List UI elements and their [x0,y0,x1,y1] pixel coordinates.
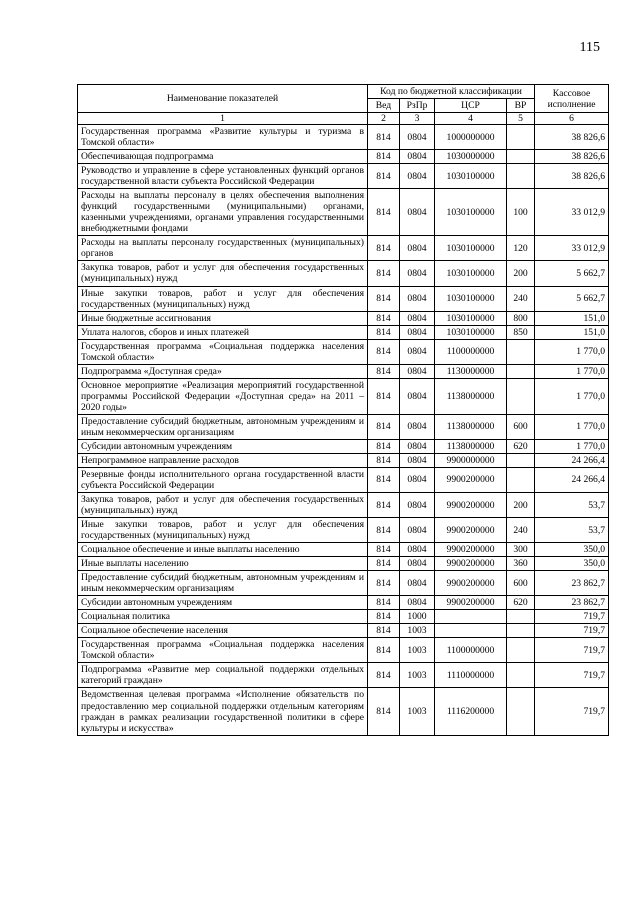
budget-table [77,84,609,736]
row-name: Государственная программа «Социальная поддержка населения Томской области» [78,638,368,663]
row-ved: 814 [368,414,400,439]
row-ved: 814 [368,571,400,596]
row-amount: 5 662,7 [535,261,609,286]
row-vr [507,339,535,364]
row-rzpr: 0804 [400,378,435,414]
row-amount: 53,7 [535,518,609,543]
row-vr: 600 [507,571,535,596]
row-ved: 814 [368,493,400,518]
row-vr: 800 [507,311,535,325]
column-number: 2 [368,113,400,125]
row-rzpr: 0804 [400,189,435,236]
row-ved: 814 [368,467,400,492]
row-csr: 9900000000 [435,453,507,467]
row-amount: 53,7 [535,493,609,518]
row-name: Обеспечивающая подпрограмма [78,150,368,164]
header-csr: ЦСР [435,99,507,113]
row-amount: 1 770,0 [535,364,609,378]
row-ved: 814 [368,325,400,339]
row-name: Социальное обеспечение и иные выплаты населению [78,543,368,557]
row-ved: 814 [368,364,400,378]
row-amount: 24 266,4 [535,467,609,492]
row-vr: 100 [507,189,535,236]
row-csr: 1116200000 [435,688,507,735]
row-vr: 600 [507,414,535,439]
row-amount: 151,0 [535,325,609,339]
row-csr: 1030100000 [435,311,507,325]
table-row [78,439,609,453]
row-rzpr: 0804 [400,261,435,286]
row-vr: 360 [507,557,535,571]
row-csr: 9900200000 [435,467,507,492]
row-name: Резервные фонды исполнительного органа государственной власти субъекта Российской Федерации [78,467,368,492]
row-csr: 1030100000 [435,164,507,189]
row-vr [507,638,535,663]
row-ved: 814 [368,150,400,164]
table-row [78,378,609,414]
table-row [78,518,609,543]
page-number: 115 [579,40,600,55]
table-row [78,688,609,735]
row-csr: 1138000000 [435,378,507,414]
row-ved: 814 [368,688,400,735]
row-name: Закупка товаров, работ и услуг для обеспечения государственных (муниципальных) нужд [78,261,368,286]
row-csr: 1030100000 [435,189,507,236]
row-rzpr: 0804 [400,364,435,378]
row-rzpr: 0804 [400,125,435,150]
table-row [78,311,609,325]
row-csr: 9900200000 [435,518,507,543]
row-vr [507,663,535,688]
row-csr: 1030100000 [435,261,507,286]
table-row [78,164,609,189]
row-ved: 814 [368,543,400,557]
row-name: Расходы на выплаты персоналу государственных (муниципальных) органов [78,236,368,261]
row-csr: 1030100000 [435,325,507,339]
row-amount: 719,7 [535,663,609,688]
column-number: 1 [78,113,368,125]
row-vr: 620 [507,439,535,453]
row-csr [435,624,507,638]
row-name: Государственная программа «Социальная поддержка населения Томской области» [78,339,368,364]
row-name: Основное мероприятие «Реализация мероприятий государственной программы Российской Федерации «Доступная среда» на 2011 – 2020 годы» [78,378,368,414]
row-csr: 1130000000 [435,364,507,378]
header-code-group: Код по бюджетной классификации [368,85,535,99]
row-csr: 9900200000 [435,596,507,610]
row-name: Иные выплаты населению [78,557,368,571]
row-csr: 9900200000 [435,493,507,518]
row-csr: 1100000000 [435,638,507,663]
row-vr: 120 [507,236,535,261]
row-csr: 1100000000 [435,339,507,364]
row-amount: 38 826,6 [535,125,609,150]
row-rzpr: 0804 [400,439,435,453]
row-amount: 350,0 [535,557,609,571]
row-rzpr: 0804 [400,557,435,571]
row-rzpr: 0804 [400,236,435,261]
row-rzpr: 0804 [400,339,435,364]
header-amount: Кассовое исполнение [535,85,609,113]
row-amount: 350,0 [535,543,609,557]
column-number: 5 [507,113,535,125]
row-rzpr: 0804 [400,571,435,596]
row-amount: 719,7 [535,610,609,624]
row-name: Иные бюджетные ассигнования [78,311,368,325]
row-csr: 1030100000 [435,236,507,261]
header-ved: Вед [368,99,400,113]
table-row [78,236,609,261]
row-name: Предоставление субсидий бюджетным, автономным учреждениям и иным некоммерческим организациям [78,571,368,596]
row-csr: 1138000000 [435,414,507,439]
row-name: Подпрограмма «Развитие мер социальной поддержки отдельных категорий граждан» [78,663,368,688]
row-name: Подпрограмма «Доступная среда» [78,364,368,378]
row-name: Уплата налогов, сборов и иных платежей [78,325,368,339]
row-csr: 1138000000 [435,439,507,453]
row-rzpr: 0804 [400,596,435,610]
row-vr [507,624,535,638]
table-row [78,624,609,638]
row-rzpr: 0804 [400,493,435,518]
row-rzpr: 1003 [400,688,435,735]
row-rzpr: 0804 [400,164,435,189]
row-name: Ведомственная целевая программа «Исполнение обязательств по предоставлению мер социальной поддержки отдельным категориям граждан в рамках реализации государственной политики в сфере культуры и искусства» [78,688,368,735]
row-amount: 1 770,0 [535,439,609,453]
table-row [78,663,609,688]
header-vr: ВР [507,99,535,113]
row-name: Иные закупки товаров, работ и услуг для обеспечения государственных (муниципальных) нужд [78,518,368,543]
row-name: Иные закупки товаров, работ и услуг для обеспечения государственных (муниципальных) нужд [78,286,368,311]
row-vr: 200 [507,261,535,286]
row-amount: 5 662,7 [535,286,609,311]
row-amount: 719,7 [535,638,609,663]
row-vr: 240 [507,518,535,543]
column-number: 6 [535,113,609,125]
row-rzpr: 0804 [400,467,435,492]
row-vr [507,364,535,378]
table-row [78,596,609,610]
row-name: Социальное обеспечение населения [78,624,368,638]
row-vr [507,610,535,624]
row-vr: 240 [507,286,535,311]
row-csr: 1110000000 [435,663,507,688]
row-ved: 814 [368,610,400,624]
table-row [78,150,609,164]
row-ved: 814 [368,261,400,286]
row-csr: 9900200000 [435,571,507,596]
row-csr [435,610,507,624]
row-vr [507,688,535,735]
row-name: Субсидии автономным учреждениям [78,596,368,610]
row-rzpr: 0804 [400,286,435,311]
row-rzpr: 0804 [400,453,435,467]
row-rzpr: 0804 [400,518,435,543]
row-csr: 9900200000 [435,543,507,557]
row-rzpr: 0804 [400,150,435,164]
row-vr [507,125,535,150]
row-rzpr: 1003 [400,624,435,638]
table-row [78,467,609,492]
row-rzpr: 0804 [400,311,435,325]
row-rzpr: 1003 [400,638,435,663]
row-name: Закупка товаров, работ и услуг для обеспечения государственных (муниципальных) нужд [78,493,368,518]
row-vr: 620 [507,596,535,610]
table-row [78,189,609,236]
header-rzpr: РзПр [400,99,435,113]
row-vr [507,150,535,164]
row-ved: 814 [368,164,400,189]
table-row [78,610,609,624]
row-csr: 9900200000 [435,557,507,571]
column-numbers-row [78,113,609,125]
row-vr [507,467,535,492]
row-rzpr: 0804 [400,414,435,439]
row-amount: 33 012,9 [535,189,609,236]
row-ved: 814 [368,663,400,688]
row-ved: 814 [368,286,400,311]
row-csr: 1030100000 [435,286,507,311]
table-row [78,414,609,439]
table-row [78,325,609,339]
row-amount: 719,7 [535,624,609,638]
row-csr: 1030000000 [435,150,507,164]
row-name: Субсидии автономным учреждениям [78,439,368,453]
row-rzpr: 1003 [400,663,435,688]
row-rzpr: 1000 [400,610,435,624]
row-amount: 38 826,6 [535,150,609,164]
row-ved: 814 [368,339,400,364]
table-row [78,364,609,378]
table-row [78,286,609,311]
header-name: Наименование показателей [78,85,368,113]
table-row [78,125,609,150]
row-name: Непрограммное направление расходов [78,453,368,467]
table-row [78,493,609,518]
row-amount: 23 862,7 [535,571,609,596]
row-amount: 1 770,0 [535,339,609,364]
row-name: Предоставление субсидий бюджетным, автономным учреждениям и иным некоммерческим организациям [78,414,368,439]
row-vr [507,164,535,189]
row-ved: 814 [368,596,400,610]
table-row [78,453,609,467]
row-ved: 814 [368,638,400,663]
row-amount: 151,0 [535,311,609,325]
row-vr: 300 [507,543,535,557]
row-ved: 814 [368,378,400,414]
table-row [78,261,609,286]
row-rzpr: 0804 [400,325,435,339]
row-ved: 814 [368,125,400,150]
table-row [78,557,609,571]
row-amount: 38 826,6 [535,164,609,189]
row-ved: 814 [368,189,400,236]
row-vr [507,378,535,414]
row-ved: 814 [368,453,400,467]
table-row [78,571,609,596]
row-ved: 814 [368,311,400,325]
row-name: Социальная политика [78,610,368,624]
row-ved: 814 [368,624,400,638]
row-name: Государственная программа «Развитие культуры и туризма в Томской области» [78,125,368,150]
table-row [78,638,609,663]
row-amount: 719,7 [535,688,609,735]
row-ved: 814 [368,557,400,571]
row-ved: 814 [368,236,400,261]
column-number: 3 [400,113,435,125]
row-vr: 200 [507,493,535,518]
row-ved: 814 [368,439,400,453]
row-ved: 814 [368,518,400,543]
row-vr [507,453,535,467]
row-amount: 1 770,0 [535,378,609,414]
column-number: 4 [435,113,507,125]
row-csr: 1000000000 [435,125,507,150]
row-vr: 850 [507,325,535,339]
table-row [78,543,609,557]
table-row [78,339,609,364]
row-rzpr: 0804 [400,543,435,557]
row-name: Расходы на выплаты персоналу в целях обеспечения выполнения функций государственными (муниципальными) органами, казенными учреждениями, органами управления государственными внебюджетными фондами [78,189,368,236]
row-amount: 23 862,7 [535,596,609,610]
row-amount: 1 770,0 [535,414,609,439]
row-amount: 33 012,9 [535,236,609,261]
row-name: Руководство и управление в сфере установленных функций органов государственной власти субъекта Российской Федерации [78,164,368,189]
row-amount: 24 266,4 [535,453,609,467]
